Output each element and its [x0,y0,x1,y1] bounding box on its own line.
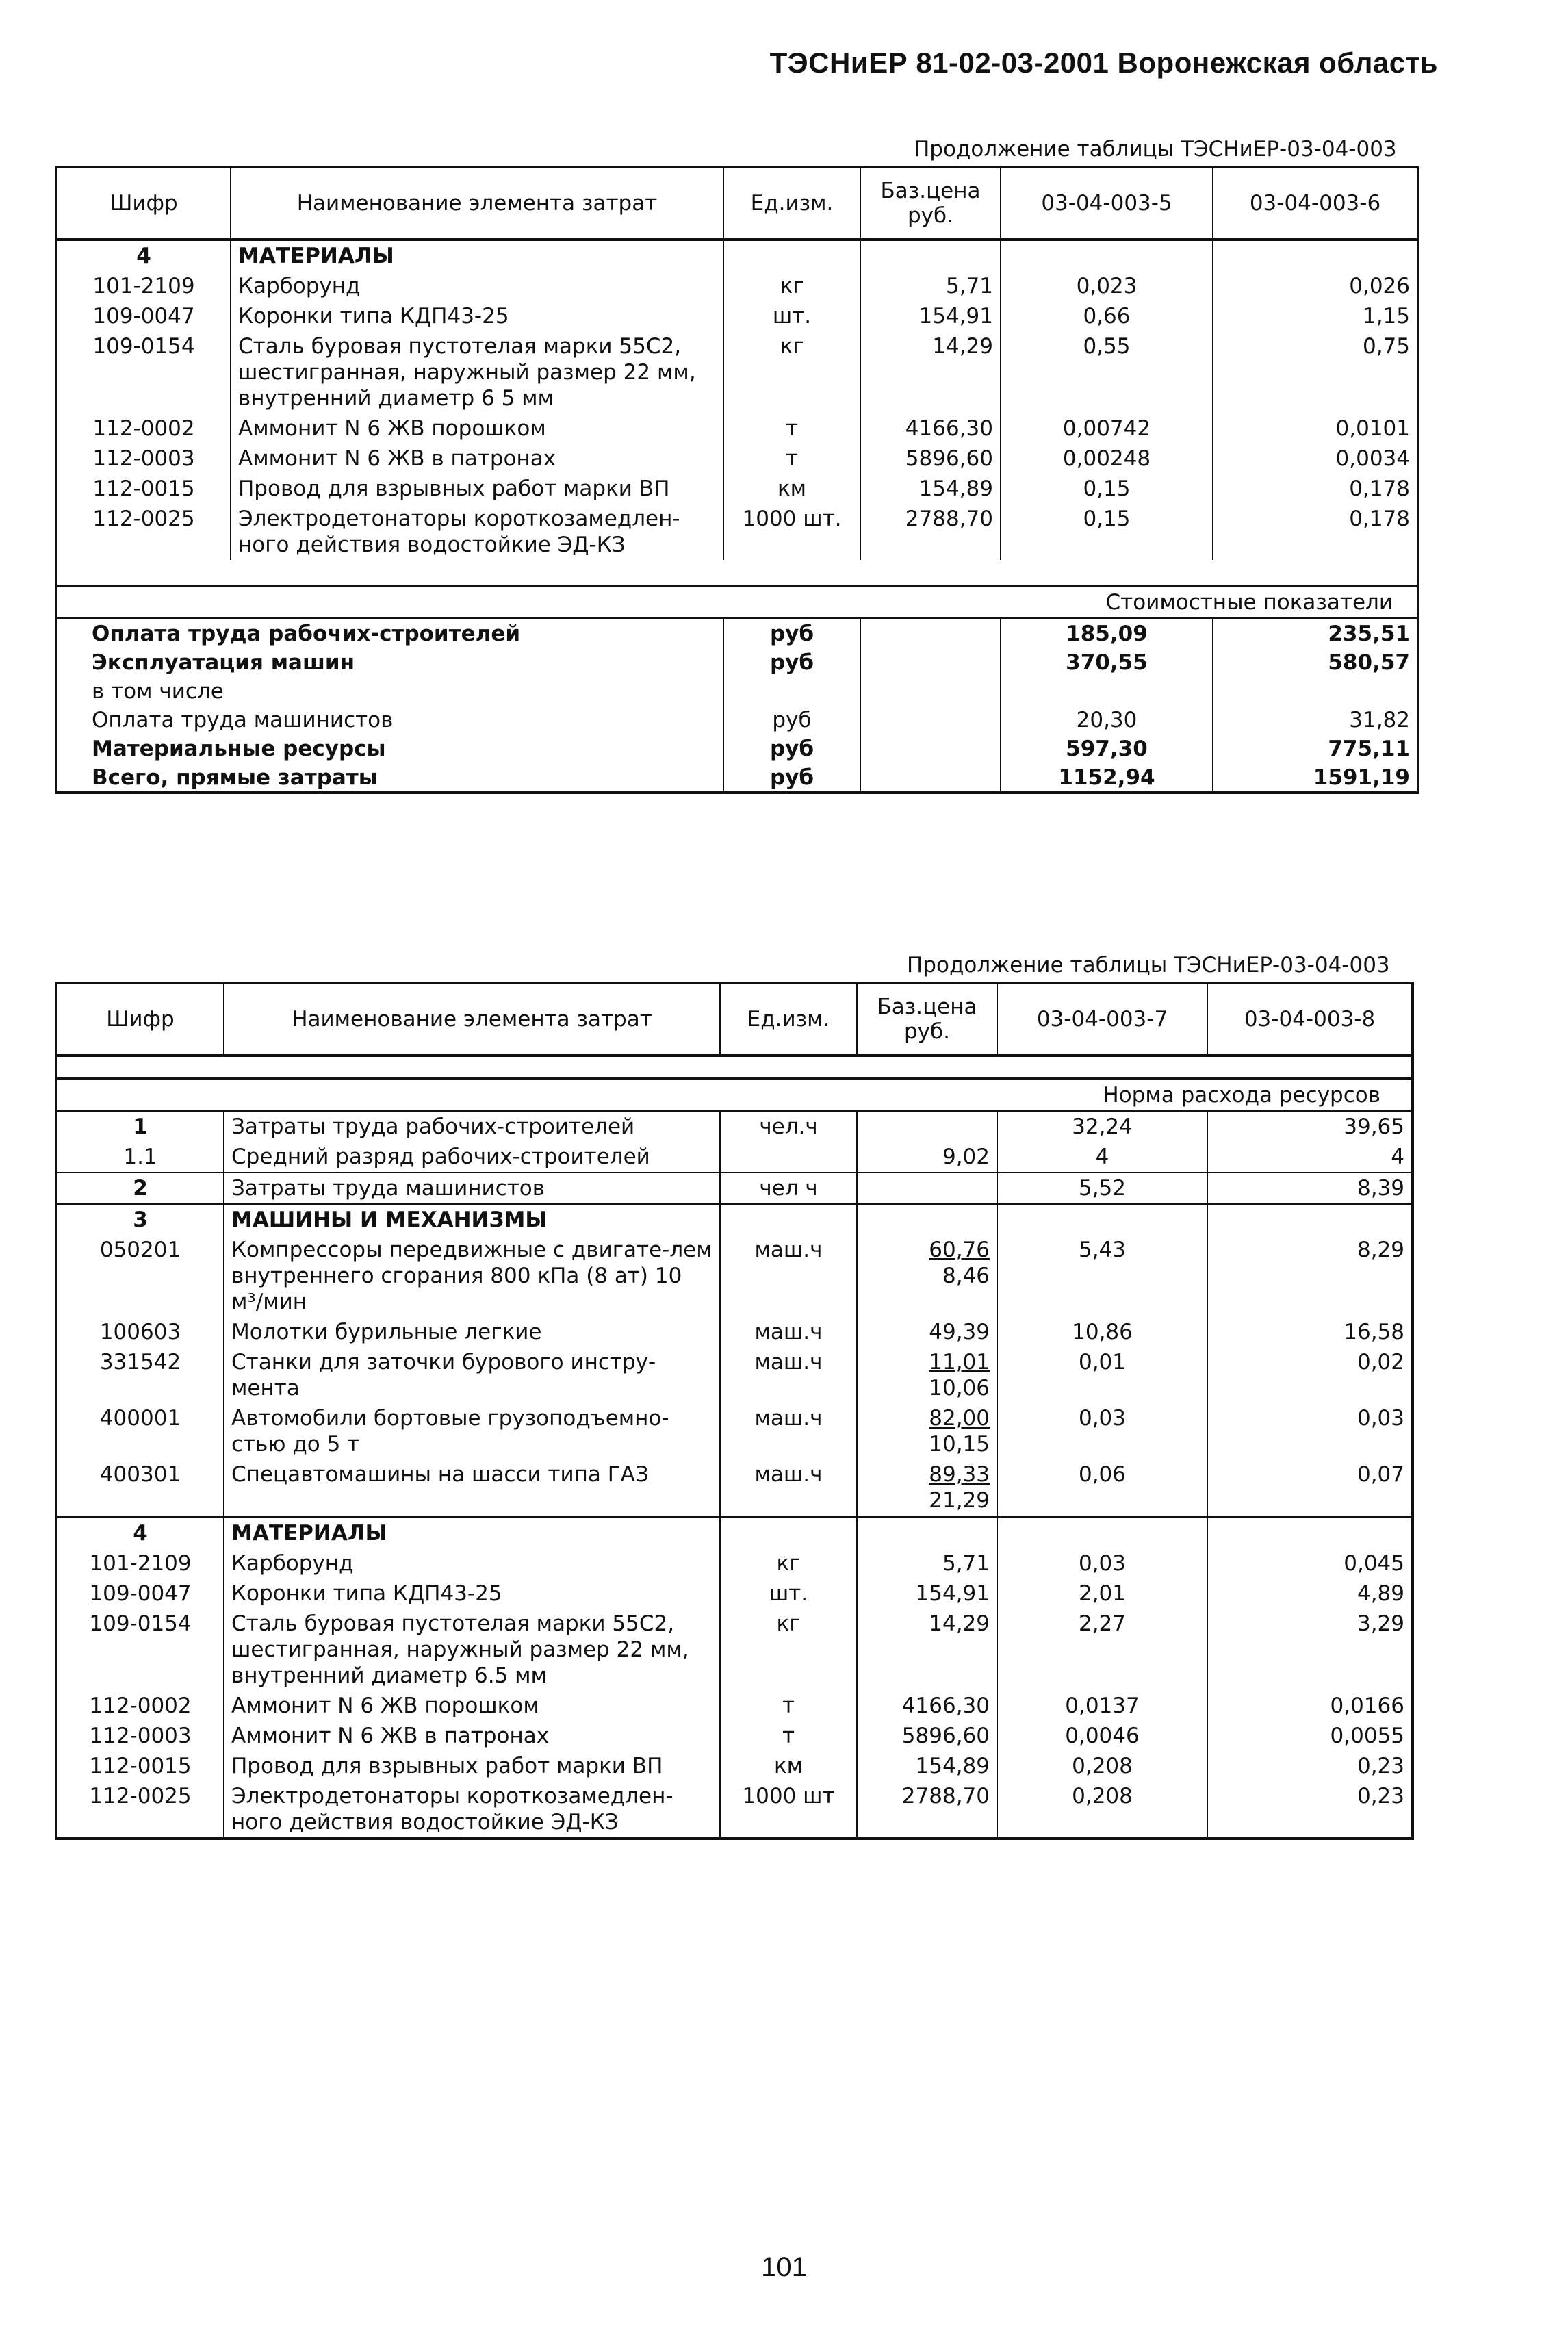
table-cell [997,1517,1207,1548]
page-number: 101 [761,2252,807,2282]
name-cell: Провод для взрывных работ марки ВП [224,1751,720,1781]
code-cell: 2 [56,1173,224,1204]
value-cell: 597,30 [1001,734,1213,763]
value-cell: 0,0137 [997,1691,1207,1721]
name-cell: Карборунд [231,271,723,301]
section-code: 4 [56,1517,224,1548]
unit-cell: т [720,1691,857,1721]
material-row [56,1781,1413,1839]
unit-cell: км [723,474,860,504]
price-value: 82,00 [929,1406,990,1431]
value-cell: 0,75 [1213,331,1418,413]
value-cell: 8,39 [1207,1173,1413,1204]
code-cell: 109-0047 [56,301,231,331]
name-cell: Молотки бурильные легкие [224,1317,720,1347]
value-cell: 0,0055 [1207,1721,1413,1751]
code-cell: 400001 [56,1403,224,1459]
cost-row [56,618,1418,648]
value-cell: 0,026 [1213,271,1418,301]
price-value-secondary: 8,46 [942,1264,990,1288]
unit-cell: руб [723,763,860,793]
section-code: 3 [56,1204,224,1235]
code-cell: 112-0002 [56,413,231,444]
empty-cell [860,676,1001,705]
price-cell: 154,89 [857,1751,997,1781]
price-cell: 14,29 [857,1609,997,1691]
name-cell: Коронки типа КДП43-25 [231,301,723,331]
value-cell: 31,82 [1213,705,1418,734]
material-row [56,301,1418,331]
column-header: Баз.цена руб. [857,983,997,1056]
value-cell: 5,43 [997,1235,1207,1317]
table-cell [857,1517,997,1548]
column-header: Шифр [56,983,224,1056]
cost-row [56,734,1418,763]
table-cell [1207,1204,1413,1235]
value-cell: 0,0101 [1213,413,1418,444]
value-cell: 5,52 [997,1173,1207,1204]
unit-cell: маш.ч [720,1317,857,1347]
machine-row [56,1403,1413,1459]
unit-cell: кг [723,331,860,413]
value-cell: 32,24 [997,1111,1207,1142]
name-cell: Автомобили бортовые грузоподъемно-стью до 5 т [224,1403,720,1459]
name-cell: Затраты труда рабочих-строителей [224,1111,720,1142]
value-cell: 20,30 [1001,705,1213,734]
machine-row [56,1347,1413,1403]
name-cell: Аммонит N 6 ЖВ порошком [231,413,723,444]
code-cell: 109-0154 [56,1609,224,1691]
machine-row [56,1317,1413,1347]
value-cell: 4 [997,1142,1207,1173]
value-cell: 0,03 [1207,1403,1413,1459]
code-cell: 112-0015 [56,474,231,504]
name-cell: Электродетонаторы короткозамедлен-ного действия водостойкие ЭД-КЗ [224,1781,720,1839]
price-cell [857,1459,997,1517]
unit-cell: шт. [723,301,860,331]
column-header: Ед.изм. [723,167,860,240]
section-row [56,1204,1413,1235]
unit-cell: кг [720,1548,857,1579]
value-cell: 2,01 [997,1579,1207,1609]
price-cell: 4166,30 [860,413,1001,444]
price-cell [857,1173,997,1204]
value-cell: 0,0034 [1213,444,1418,474]
material-row [56,504,1418,560]
value-cell: 0,15 [1001,474,1213,504]
cost-row [56,676,1418,705]
column-header: Наименование элемента затрат [231,167,723,240]
material-row [56,1548,1413,1579]
table2-header-row [56,983,1413,1056]
name-cell: Аммонит N 6 ЖВ порошком [224,1691,720,1721]
unit-cell: т [720,1721,857,1751]
code-cell: 112-0003 [56,444,231,474]
price-cell: 154,91 [857,1579,997,1609]
code-cell: 100603 [56,1317,224,1347]
value-cell: 0,23 [1207,1781,1413,1839]
section-name: МАТЕРИАЛЫ [224,1517,720,1548]
value-cell: 185,09 [1001,618,1213,648]
value-cell: 1152,94 [1001,763,1213,793]
empty-cell [860,618,1001,648]
name-cell: Компрессоры передвижные с двигате-лем внутреннего сгорания 800 кПа (8 ат) 10 м³/мин [224,1235,720,1317]
value-cell: 8,29 [1207,1235,1413,1317]
cost-row [56,705,1418,734]
value-cell: 370,55 [1001,648,1213,676]
table2-continuation-note: Продолжение таблицы ТЭСНиЕР-03-04-003 [907,953,1390,977]
column-header: 03-04-003-7 [997,983,1207,1056]
price-cell [857,1111,997,1142]
unit-cell: 1000 шт [720,1781,857,1839]
labor-row [56,1173,1413,1204]
value-cell: 0,03 [997,1548,1207,1579]
value-cell: 0,178 [1213,474,1418,504]
labor-row [56,1142,1413,1173]
unit-cell: 1000 шт. [723,504,860,560]
value-cell: 0,178 [1213,504,1418,560]
value-cell: 0,03 [997,1403,1207,1459]
price-value-secondary: 21,29 [929,1488,990,1513]
code-cell: 109-0047 [56,1579,224,1609]
value-cell: 0,045 [1207,1548,1413,1579]
column-header: 03-04-003-8 [1207,983,1413,1056]
price-cell: 14,29 [860,331,1001,413]
table1-header-row [56,167,1418,240]
code-cell: 1 [56,1111,224,1142]
name-cell: Станки для заточки бурового инстру-мента [224,1347,720,1403]
unit-cell: кг [720,1609,857,1691]
column-header: 03-04-003-6 [1213,167,1418,240]
unit-cell: руб [723,705,860,734]
value-cell: 775,11 [1213,734,1418,763]
value-cell: 4 [1207,1142,1413,1173]
empty-cell [860,648,1001,676]
price-cell: 5,71 [860,271,1001,301]
value-cell: 0,06 [997,1459,1207,1517]
name-cell: Спецавтомашины на шасси типа ГАЗ [224,1459,720,1517]
price-cell: 154,89 [860,474,1001,504]
material-row [56,444,1418,474]
cost-name-cell: Материальные ресурсы [56,734,723,763]
value-cell: 0,208 [997,1751,1207,1781]
name-cell: Аммонит N 6 ЖВ в патронах [224,1721,720,1751]
price-value: 60,76 [929,1238,990,1262]
column-header: Шифр [56,167,231,240]
column-header: Ед.изм. [720,983,857,1056]
value-cell: 0,55 [1001,331,1213,413]
price-cell: 4166,30 [857,1691,997,1721]
value-cell [1001,676,1213,705]
empty-cell [860,734,1001,763]
name-cell: Коронки типа КДП43-25 [224,1579,720,1609]
norm-note: Норма расхода ресурсов [56,1079,1413,1111]
value-cell: 0,02 [1207,1347,1413,1403]
price-cell: 2788,70 [857,1781,997,1839]
value-cell: 10,86 [997,1317,1207,1347]
price-cell [857,1347,997,1403]
value-cell: 0,23 [1207,1751,1413,1781]
cost-name-cell: Оплата труда рабочих-строителей [56,618,723,648]
empty-cell [860,705,1001,734]
unit-cell: маш.ч [720,1235,857,1317]
page-header-title: ТЭСНиЕР 81-02-03-2001 Воронежская область [769,47,1438,79]
material-row [56,1751,1413,1781]
cost-name-cell: Оплата труда машинистов [56,705,723,734]
name-cell: Средний разряд рабочих-строителей [224,1142,720,1173]
table-cell [997,1204,1207,1235]
value-cell: 0,00248 [1001,444,1213,474]
value-cell: 3,29 [1207,1609,1413,1691]
value-cell: 235,51 [1213,618,1418,648]
code-cell: 101-2109 [56,271,231,301]
value-cell: 0,0046 [997,1721,1207,1751]
value-cell: 580,57 [1213,648,1418,676]
material-row [56,413,1418,444]
section-name: МАТЕРИАЛЫ [231,240,723,271]
material-row [56,1579,1413,1609]
price-cell: 5896,60 [857,1721,997,1751]
value-cell: 2,27 [997,1609,1207,1691]
column-header: Баз.цена руб. [860,167,1001,240]
value-cell [1213,676,1418,705]
unit-cell: т [723,444,860,474]
value-cell: 39,65 [1207,1111,1413,1142]
cost-row [56,648,1418,676]
machine-row [56,1459,1413,1517]
value-cell: 0,00742 [1001,413,1213,444]
code-cell: 050201 [56,1235,224,1317]
column-header: Наименование элемента затрат [224,983,720,1056]
table1 [55,166,1419,794]
table-cell [857,1204,997,1235]
unit-cell: т [723,413,860,444]
price-value-secondary: 10,06 [929,1376,990,1401]
unit-cell: руб [723,618,860,648]
table-cell [720,1517,857,1548]
value-cell: 1,15 [1213,301,1418,331]
price-cell: 9,02 [857,1142,997,1173]
price-value: 11,01 [929,1350,990,1375]
unit-cell: чел ч [720,1173,857,1204]
unit-cell: шт. [720,1579,857,1609]
table2 [55,982,1414,1840]
name-cell: Затраты труда машинистов [224,1173,720,1204]
material-row [56,1609,1413,1691]
labor-row [56,1111,1413,1142]
unit-cell [720,1142,857,1173]
unit-cell: кг [723,271,860,301]
value-cell: 0,0166 [1207,1691,1413,1721]
code-cell: 400301 [56,1459,224,1517]
unit-cell: маш.ч [720,1459,857,1517]
machine-row [56,1235,1413,1317]
price-cell: 49,39 [857,1317,997,1347]
cost-name-cell: в том числе [56,676,723,705]
name-cell: Аммонит N 6 ЖВ в патронах [231,444,723,474]
price-cell: 5,71 [857,1548,997,1579]
cost-name-cell: Эксплуатация машин [56,648,723,676]
column-header: 03-04-003-5 [1001,167,1213,240]
cost-indicators-note: Стоимостные показатели [56,586,1418,618]
code-cell: 112-0015 [56,1751,224,1781]
value-cell: 0,023 [1001,271,1213,301]
section-row [56,1517,1413,1548]
unit-cell: маш.ч [720,1347,857,1403]
unit-cell: руб [723,648,860,676]
code-cell: 101-2109 [56,1548,224,1579]
value-cell: 0,66 [1001,301,1213,331]
code-cell: 112-0025 [56,504,231,560]
material-row [56,271,1418,301]
unit-cell: руб [723,734,860,763]
cost-name-cell: Всего, прямые затраты [56,763,723,793]
value-cell: 4,89 [1207,1579,1413,1609]
code-cell: 331542 [56,1347,224,1403]
value-cell: 16,58 [1207,1317,1413,1347]
material-row [56,1721,1413,1751]
code-cell: 112-0025 [56,1781,224,1839]
section-row [56,240,1418,271]
code-cell: 109-0154 [56,331,231,413]
section-code: 4 [56,240,231,271]
price-value: 89,33 [929,1462,990,1487]
material-row [56,1691,1413,1721]
value-cell: 1591,19 [1213,763,1418,793]
table-cell [720,1204,857,1235]
material-row [56,331,1418,413]
price-cell: 154,91 [860,301,1001,331]
section-name: МАШИНЫ И МЕХАНИЗМЫ [224,1204,720,1235]
unit-cell: чел.ч [720,1111,857,1142]
price-value-secondary: 10,15 [929,1432,990,1457]
value-cell: 0,07 [1207,1459,1413,1517]
value-cell: 0,01 [997,1347,1207,1403]
price-cell [857,1235,997,1317]
name-cell: Провод для взрывных работ марки ВП [231,474,723,504]
code-cell: 1.1 [56,1142,224,1173]
material-row [56,474,1418,504]
code-cell: 112-0002 [56,1691,224,1721]
price-cell [857,1403,997,1459]
unit-cell [723,676,860,705]
name-cell: Сталь буровая пустотелая марки 55С2, шестигранная, наружный размер 22 мм, внутренний диаметр 6.5 мм [224,1609,720,1691]
name-cell: Сталь буровая пустотелая марки 55С2, шестигранная, наружный размер 22 мм, внутренний диаметр 6 5 мм [231,331,723,413]
price-cell: 5896,60 [860,444,1001,474]
name-cell: Карборунд [224,1548,720,1579]
name-cell: Электродетонаторы короткозамедлен-ного действия водостойкие ЭД-КЗ [231,504,723,560]
empty-cell [860,763,1001,793]
cost-row [56,763,1418,793]
table-cell [1207,1517,1413,1548]
price-cell: 2788,70 [860,504,1001,560]
value-cell: 0,15 [1001,504,1213,560]
unit-cell: маш.ч [720,1403,857,1459]
unit-cell: км [720,1751,857,1781]
value-cell: 0,208 [997,1781,1207,1839]
table1-continuation-note: Продолжение таблицы ТЭСНиЕР-03-04-003 [914,137,1397,162]
code-cell: 112-0003 [56,1721,224,1751]
